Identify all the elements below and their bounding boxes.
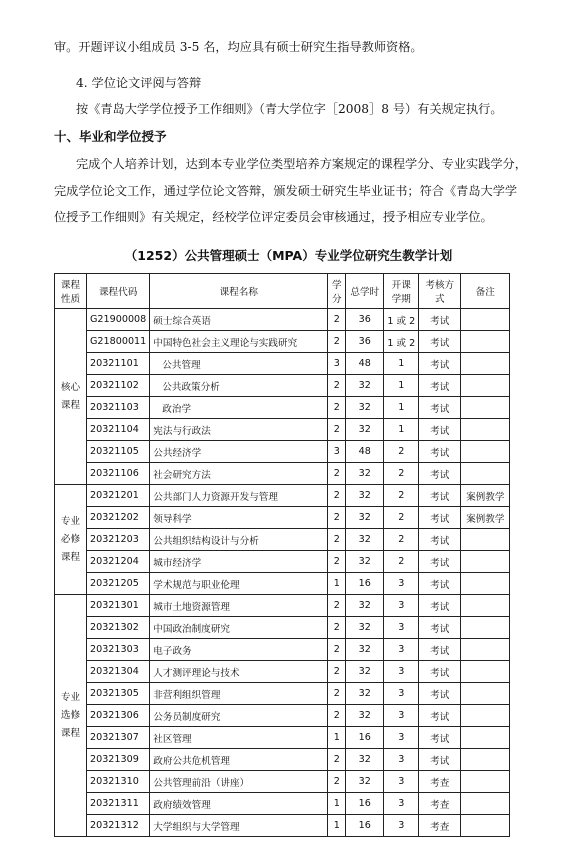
table-row xyxy=(55,419,510,441)
course-name-cell: 非营利组织管理 xyxy=(150,683,328,705)
paragraph-review-committee: 审。开题评议小组成员 3-5 名，均应具有硕士研究生指导教师资格。 xyxy=(54,40,423,54)
exam-cell: 考试 xyxy=(419,441,461,463)
hours-cell: 32 xyxy=(346,485,384,507)
table-row xyxy=(55,661,510,683)
course-code-cell: 20321205 xyxy=(87,573,150,595)
note-cell xyxy=(461,397,510,419)
note-cell xyxy=(461,705,510,727)
table-row xyxy=(55,551,510,573)
header-category: 课程性质 xyxy=(55,274,87,309)
note-cell xyxy=(461,419,510,441)
course-code-cell: 20321311 xyxy=(87,793,150,815)
course-code-cell: 20321309 xyxy=(87,749,150,771)
course-name-cell: 公共政策分析 xyxy=(150,375,328,397)
course-code-cell: 20321302 xyxy=(87,617,150,639)
credit-cell: 2 xyxy=(328,485,346,507)
hours-cell: 16 xyxy=(346,815,384,837)
table-header-row xyxy=(55,274,510,309)
exam-cell: 考试 xyxy=(419,485,461,507)
table-title: （1252）公共管理硕士（MPA）专业学位研究生教学计划 xyxy=(124,248,453,263)
semester-cell: 3 xyxy=(384,661,419,683)
course-code-cell: 20321306 xyxy=(87,705,150,727)
table-row xyxy=(55,771,510,793)
course-code-cell: G21800011 xyxy=(87,331,150,353)
table-row xyxy=(55,441,510,463)
credit-cell: 1 xyxy=(328,727,346,749)
note-cell xyxy=(461,529,510,551)
course-name-cell: 公共管理 xyxy=(150,353,328,375)
table-row xyxy=(55,683,510,705)
semester-cell: 3 xyxy=(384,639,419,661)
semester-cell: 2 xyxy=(384,529,419,551)
exam-cell: 考查 xyxy=(419,793,461,815)
category-cell: 专业必修课程 xyxy=(55,485,87,595)
exam-cell: 考试 xyxy=(419,529,461,551)
semester-cell: 3 xyxy=(384,683,419,705)
note-cell xyxy=(461,463,510,485)
note-cell xyxy=(461,661,510,683)
note-cell xyxy=(461,727,510,749)
table-row xyxy=(55,331,510,353)
table-row xyxy=(55,815,510,837)
course-code-cell: 20321101 xyxy=(87,353,150,375)
course-code-cell: 20321304 xyxy=(87,661,150,683)
exam-cell: 考试 xyxy=(419,661,461,683)
note-cell xyxy=(461,551,510,573)
table-row xyxy=(55,309,510,331)
credit-cell: 2 xyxy=(328,705,346,727)
hours-cell: 16 xyxy=(346,793,384,815)
course-name-cell: 中国特色社会主义理论与实践研究 xyxy=(150,331,328,353)
credit-cell: 2 xyxy=(328,309,346,331)
note-cell xyxy=(461,309,510,331)
hours-cell: 32 xyxy=(346,463,384,485)
course-code-cell: 20321104 xyxy=(87,419,150,441)
course-name-cell: 宪法与行政法 xyxy=(150,419,328,441)
semester-cell: 3 xyxy=(384,617,419,639)
exam-cell: 考试 xyxy=(419,331,461,353)
paragraph-graduation-line1: 完成个人培养计划，达到本专业学位类型培养方案规定的课程学分、专业实践学分， xyxy=(76,157,527,171)
course-name-cell: 电子政务 xyxy=(150,639,328,661)
course-name-cell: 社区管理 xyxy=(150,727,328,749)
table-row xyxy=(55,793,510,815)
exam-cell: 考试 xyxy=(419,573,461,595)
hours-cell: 32 xyxy=(346,749,384,771)
semester-cell: 2 xyxy=(384,441,419,463)
course-name-cell: 硕士综合英语 xyxy=(150,309,328,331)
credit-cell: 2 xyxy=(328,463,346,485)
hours-cell: 16 xyxy=(346,727,384,749)
note-cell: 案例教学 xyxy=(461,507,510,529)
note-cell xyxy=(461,441,510,463)
course-name-cell: 社会研究方法 xyxy=(150,463,328,485)
note-cell xyxy=(461,375,510,397)
hours-cell: 32 xyxy=(346,551,384,573)
note-cell xyxy=(461,639,510,661)
course-code-cell: 20321204 xyxy=(87,551,150,573)
paragraph-graduation-line3: 位授予工作细则》有关规定，经校学位评定委员会审核通过，授予相应专业学位。 xyxy=(54,210,493,224)
exam-cell: 考试 xyxy=(419,353,461,375)
hours-cell: 36 xyxy=(346,331,384,353)
table-row xyxy=(55,507,510,529)
semester-cell: 1 xyxy=(384,397,419,419)
hours-cell: 48 xyxy=(346,441,384,463)
category-cell: 核心课程 xyxy=(55,309,87,485)
table-row xyxy=(55,639,510,661)
course-name-cell: 公务员制度研究 xyxy=(150,705,328,727)
semester-cell: 2 xyxy=(384,551,419,573)
semester-cell: 1 或 2 xyxy=(384,309,419,331)
header-credit: 学分 xyxy=(328,274,346,309)
hours-cell: 32 xyxy=(346,529,384,551)
course-name-cell: 城市经济学 xyxy=(150,551,328,573)
course-name-cell: 公共部门人力资源开发与管理 xyxy=(150,485,328,507)
semester-cell: 1 xyxy=(384,353,419,375)
header-hours: 总学时 xyxy=(346,274,384,309)
note-cell: 案例教学 xyxy=(461,485,510,507)
credit-cell: 2 xyxy=(328,529,346,551)
header-exam: 考核方式 xyxy=(419,274,461,309)
credit-cell: 2 xyxy=(328,551,346,573)
subheading-thesis-defense: 4. 学位论文评阅与答辩 xyxy=(76,76,202,90)
course-code-cell: 20321105 xyxy=(87,441,150,463)
exam-cell: 考试 xyxy=(419,419,461,441)
credit-cell: 1 xyxy=(328,815,346,837)
note-cell xyxy=(461,793,510,815)
table-row xyxy=(55,529,510,551)
semester-cell: 3 xyxy=(384,727,419,749)
course-name-cell: 大学组织与大学管理 xyxy=(150,815,328,837)
semester-cell: 3 xyxy=(384,771,419,793)
hours-cell: 36 xyxy=(346,309,384,331)
course-code-cell: 20321202 xyxy=(87,507,150,529)
hours-cell: 32 xyxy=(346,375,384,397)
hours-cell: 48 xyxy=(346,353,384,375)
course-code-cell: 20321312 xyxy=(87,815,150,837)
exam-cell: 考查 xyxy=(419,815,461,837)
course-name-cell: 中国政治制度研究 xyxy=(150,617,328,639)
course-name-cell: 公共管理前沿（讲座） xyxy=(150,771,328,793)
exam-cell: 考查 xyxy=(419,771,461,793)
exam-cell: 考试 xyxy=(419,705,461,727)
credit-cell: 2 xyxy=(328,771,346,793)
course-code-cell: 20321305 xyxy=(87,683,150,705)
credit-cell: 3 xyxy=(328,441,346,463)
paragraph-graduation-line2: 完成学位论文工作，通过学位论文答辩，颁发硕士研究生毕业证书；符合《青岛大学学 xyxy=(54,184,518,198)
table-row xyxy=(55,397,510,419)
hours-cell: 32 xyxy=(346,595,384,617)
credit-cell: 2 xyxy=(328,595,346,617)
note-cell xyxy=(461,331,510,353)
table-row xyxy=(55,617,510,639)
table-row xyxy=(55,375,510,397)
course-name-cell: 城市土地资源管理 xyxy=(150,595,328,617)
exam-cell: 考试 xyxy=(419,639,461,661)
course-name-cell: 政治学 xyxy=(150,397,328,419)
table-row xyxy=(55,463,510,485)
exam-cell: 考试 xyxy=(419,617,461,639)
credit-cell: 3 xyxy=(328,353,346,375)
section-heading-graduation: 十、毕业和学位授予 xyxy=(54,129,167,144)
course-code-cell: 20321203 xyxy=(87,529,150,551)
semester-cell: 2 xyxy=(384,485,419,507)
note-cell xyxy=(461,771,510,793)
course-name-cell: 公共组织结构设计与分析 xyxy=(150,529,328,551)
credit-cell: 2 xyxy=(328,749,346,771)
credit-cell: 1 xyxy=(328,573,346,595)
course-name-cell: 人才测评理论与技术 xyxy=(150,661,328,683)
semester-cell: 3 xyxy=(384,595,419,617)
table-row xyxy=(55,573,510,595)
table-row xyxy=(55,705,510,727)
exam-cell: 考试 xyxy=(419,749,461,771)
course-code-cell: 20321307 xyxy=(87,727,150,749)
exam-cell: 考试 xyxy=(419,375,461,397)
exam-cell: 考试 xyxy=(419,595,461,617)
course-name-cell: 政府绩效管理 xyxy=(150,793,328,815)
semester-cell: 3 xyxy=(384,705,419,727)
course-code-cell: 20321102 xyxy=(87,375,150,397)
course-code-cell: 20321103 xyxy=(87,397,150,419)
course-code-cell: 20321106 xyxy=(87,463,150,485)
semester-cell: 2 xyxy=(384,463,419,485)
credit-cell: 2 xyxy=(328,331,346,353)
credit-cell: 2 xyxy=(328,397,346,419)
course-name-cell: 领导科学 xyxy=(150,507,328,529)
course-name-cell: 学术规范与职业伦理 xyxy=(150,573,328,595)
note-cell xyxy=(461,353,510,375)
header-name: 课程名称 xyxy=(150,274,328,309)
course-code-cell: 20321310 xyxy=(87,771,150,793)
note-cell xyxy=(461,683,510,705)
category-cell: 专业选修课程 xyxy=(55,595,87,837)
exam-cell: 考试 xyxy=(419,727,461,749)
semester-cell: 3 xyxy=(384,793,419,815)
exam-cell: 考试 xyxy=(419,463,461,485)
exam-cell: 考试 xyxy=(419,309,461,331)
semester-cell: 3 xyxy=(384,573,419,595)
semester-cell: 2 xyxy=(384,507,419,529)
exam-cell: 考试 xyxy=(419,397,461,419)
table-row xyxy=(55,353,510,375)
semester-cell: 1 或 2 xyxy=(384,331,419,353)
hours-cell: 32 xyxy=(346,639,384,661)
exam-cell: 考试 xyxy=(419,507,461,529)
hours-cell: 32 xyxy=(346,617,384,639)
semester-cell: 3 xyxy=(384,815,419,837)
credit-cell: 2 xyxy=(328,639,346,661)
course-name-cell: 政府公共危机管理 xyxy=(150,749,328,771)
semester-cell: 3 xyxy=(384,749,419,771)
hours-cell: 32 xyxy=(346,507,384,529)
hours-cell: 16 xyxy=(346,573,384,595)
table-row xyxy=(55,727,510,749)
credit-cell: 1 xyxy=(328,793,346,815)
table-row xyxy=(55,485,510,507)
credit-cell: 2 xyxy=(328,661,346,683)
hours-cell: 32 xyxy=(346,397,384,419)
course-code-cell: G21900008 xyxy=(87,309,150,331)
curriculum-table xyxy=(54,273,510,837)
credit-cell: 2 xyxy=(328,617,346,639)
note-cell xyxy=(461,749,510,771)
hours-cell: 32 xyxy=(346,419,384,441)
semester-cell: 1 xyxy=(384,375,419,397)
header-note: 备注 xyxy=(461,274,510,309)
note-cell xyxy=(461,815,510,837)
note-cell xyxy=(461,617,510,639)
credit-cell: 2 xyxy=(328,683,346,705)
exam-cell: 考试 xyxy=(419,551,461,573)
course-name-cell: 公共经济学 xyxy=(150,441,328,463)
header-code: 课程代码 xyxy=(87,274,150,309)
hours-cell: 32 xyxy=(346,683,384,705)
course-code-cell: 20321201 xyxy=(87,485,150,507)
course-code-cell: 20321303 xyxy=(87,639,150,661)
note-cell xyxy=(461,595,510,617)
hours-cell: 32 xyxy=(346,771,384,793)
credit-cell: 2 xyxy=(328,419,346,441)
credit-cell: 2 xyxy=(328,375,346,397)
semester-cell: 1 xyxy=(384,419,419,441)
credit-cell: 2 xyxy=(328,507,346,529)
note-cell xyxy=(461,573,510,595)
paragraph-regulation: 按《青岛大学学位授予工作细则》（青大学位字［2008］8 号）有关规定执行。 xyxy=(76,102,503,116)
table-row xyxy=(55,595,510,617)
hours-cell: 32 xyxy=(346,705,384,727)
table-row xyxy=(55,749,510,771)
header-semester: 开课学期 xyxy=(384,274,419,309)
hours-cell: 32 xyxy=(346,661,384,683)
exam-cell: 考试 xyxy=(419,683,461,705)
course-code-cell: 20321301 xyxy=(87,595,150,617)
